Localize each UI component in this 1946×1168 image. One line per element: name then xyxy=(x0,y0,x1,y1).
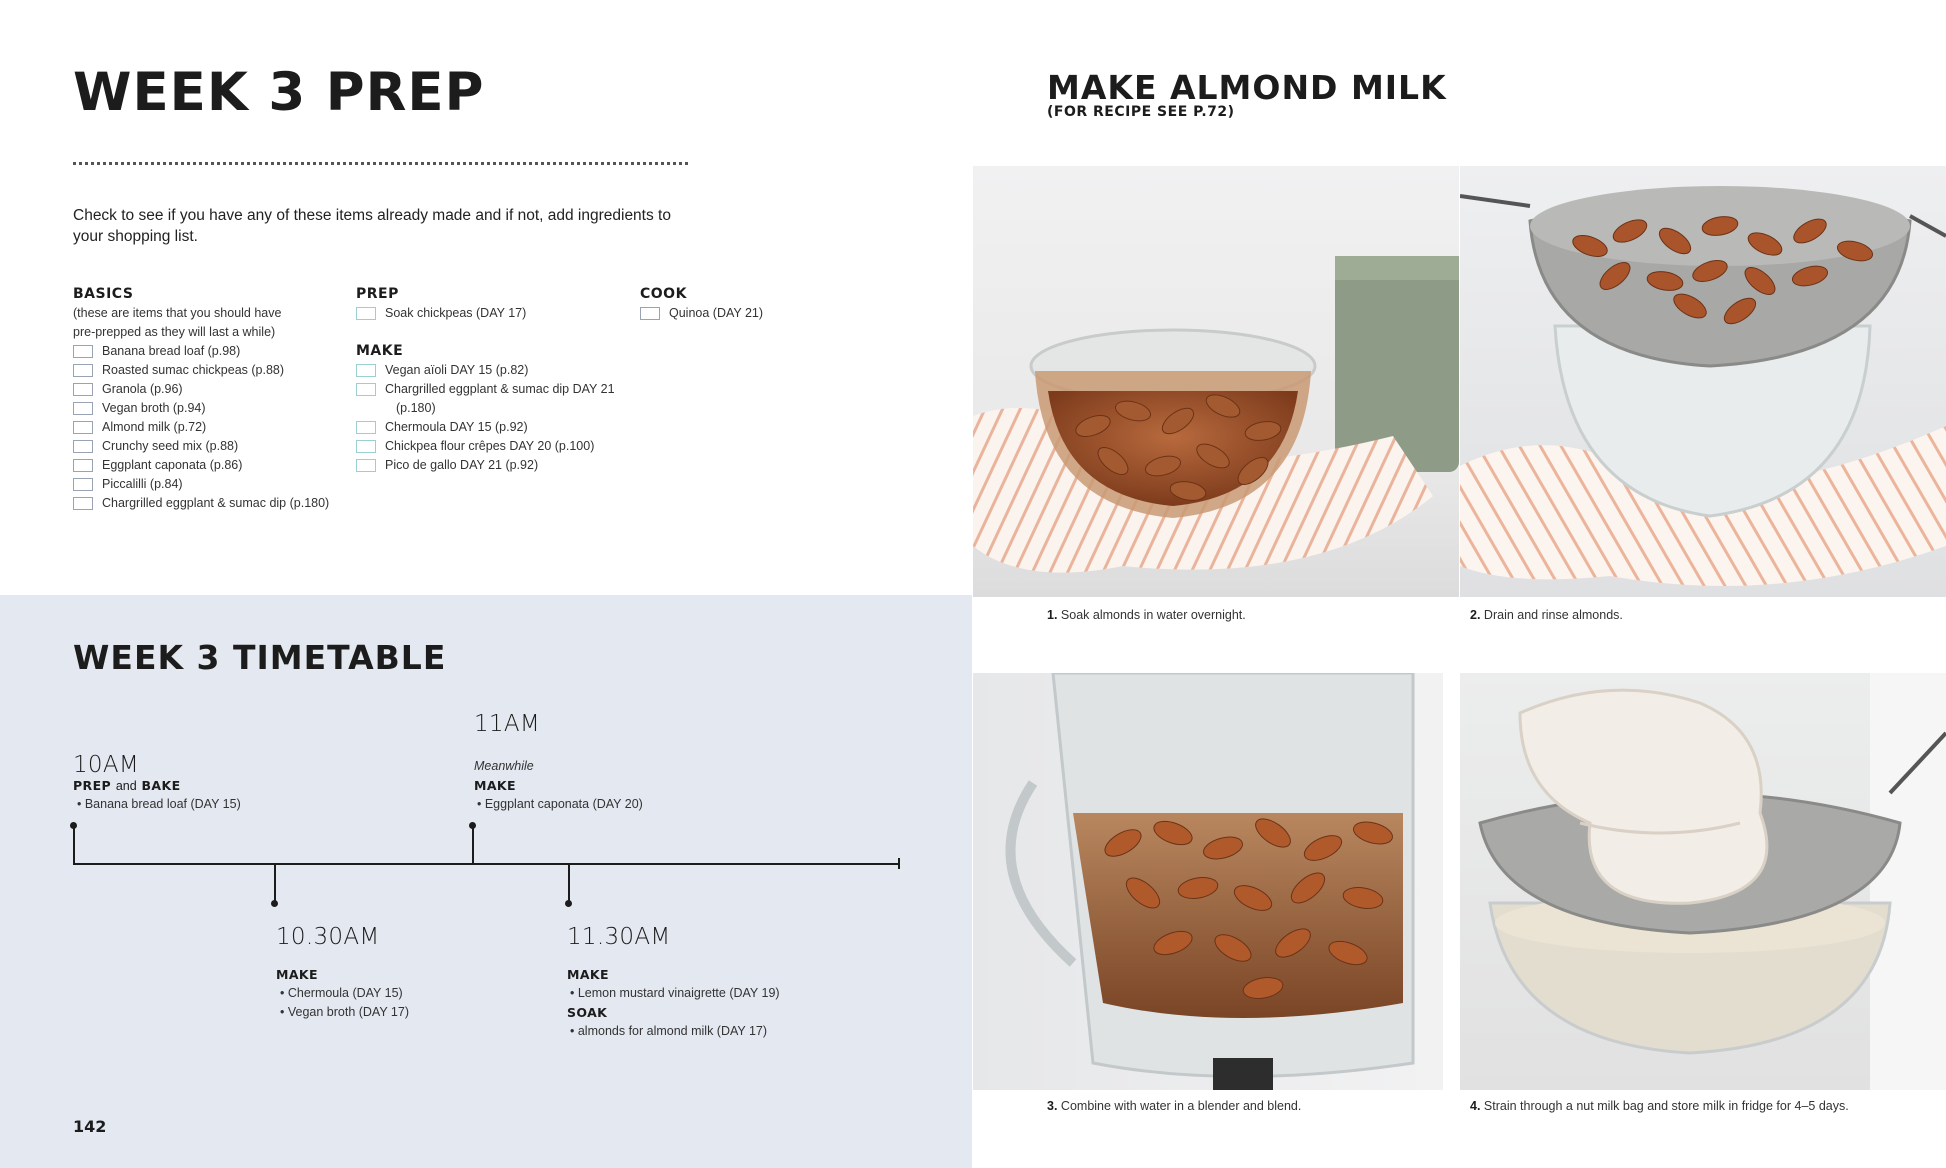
checklist-item[interactable]: Roasted sumac chickpeas (p.88) xyxy=(73,361,353,380)
checklist-item[interactable]: Pico de gallo DAY 21 (p.92) xyxy=(356,456,636,475)
step-caption: 3. Combine with water in a blender and blend. xyxy=(1047,1099,1302,1113)
timeline-tick xyxy=(73,826,75,864)
cook-column xyxy=(640,285,840,323)
checkbox[interactable] xyxy=(356,421,376,434)
checkbox[interactable] xyxy=(73,364,93,377)
timeline-tick xyxy=(472,826,474,864)
timeline-dot xyxy=(469,822,476,829)
basics-column xyxy=(73,285,353,513)
checklist-item[interactable]: Vegan broth (p.94) xyxy=(73,399,353,418)
prep-make-column xyxy=(356,285,636,475)
step-2-photo xyxy=(1460,166,1946,597)
timetable-label: SOAK xyxy=(567,1005,608,1020)
timetable-time: 11.30AM xyxy=(567,924,671,950)
step-caption: 4. Strain through a nut milk bag and store milk in fridge for 4–5 days. xyxy=(1470,1099,1849,1113)
basics-note: pre-prepped as they will last a while) xyxy=(73,325,276,339)
timetable-item: • Lemon mustard vinaigrette (DAY 19) xyxy=(570,986,780,1000)
timetable-time: 10.30AM xyxy=(276,924,380,950)
timetable-section xyxy=(0,595,972,1168)
timeline-tick xyxy=(568,863,570,903)
prep-title: WEEK 3 PREP xyxy=(73,62,485,123)
soaking-almonds-illustration xyxy=(973,166,1459,597)
checkbox[interactable] xyxy=(356,440,376,453)
timetable-item: • Banana bread loaf (DAY 15) xyxy=(77,797,241,811)
timetable-time: 10AM xyxy=(73,752,140,778)
checkbox[interactable] xyxy=(73,345,93,358)
checkbox[interactable] xyxy=(73,402,93,415)
checkbox[interactable] xyxy=(356,383,376,396)
checklist-item[interactable]: Banana bread loaf (p.98) xyxy=(73,342,353,361)
almond-milk-title: MAKE ALMOND MILK xyxy=(1047,68,1447,107)
timetable-item: • Chermoula (DAY 15) xyxy=(280,986,403,1000)
step-caption: 1. Soak almonds in water overnight. xyxy=(1047,608,1246,622)
step-4-photo xyxy=(1460,673,1946,1090)
checklist-item[interactable]: Soak chickpeas (DAY 17) xyxy=(356,304,636,323)
checklist-item-continuation: (p.180) xyxy=(396,401,436,415)
timetable-item: • Vegan broth (DAY 17) xyxy=(280,1005,409,1019)
checkbox[interactable] xyxy=(356,459,376,472)
checklist-item[interactable]: Almond milk (p.72) xyxy=(73,418,353,437)
timeline-axis xyxy=(73,863,900,865)
checkbox[interactable] xyxy=(73,383,93,396)
make-heading: MAKE xyxy=(356,343,404,359)
prep-intro: Check to see if you have any of these items already made and if not, add ingredients to your shopping list. xyxy=(73,207,671,245)
step-1-photo xyxy=(973,166,1459,597)
timeline-end-cap xyxy=(898,858,900,869)
dotted-divider xyxy=(73,162,688,165)
straining-milk-illustration xyxy=(1460,673,1946,1090)
checklist-item[interactable]: Granola (p.96) xyxy=(73,380,353,399)
checklist-item[interactable]: Vegan aïoli DAY 15 (p.82) xyxy=(356,361,636,380)
checkbox[interactable] xyxy=(356,364,376,377)
timetable-item: • Eggplant caponata (DAY 20) xyxy=(477,797,643,811)
timeline-dot xyxy=(70,822,77,829)
timetable-label: MAKE xyxy=(567,967,609,982)
checkbox[interactable] xyxy=(73,497,93,510)
checkbox[interactable] xyxy=(73,478,93,491)
cook-heading: COOK xyxy=(640,286,687,302)
draining-almonds-illustration xyxy=(1460,166,1946,597)
blender-almonds-illustration xyxy=(973,673,1443,1090)
timetable-meanwhile: Meanwhile xyxy=(474,759,534,773)
timetable-label: MAKE xyxy=(474,778,516,793)
checkbox[interactable] xyxy=(640,307,660,320)
timetable-label: MAKE xyxy=(276,967,318,982)
checklist-item[interactable]: Chargrilled eggplant & sumac dip (p.180) xyxy=(73,494,353,513)
checkbox[interactable] xyxy=(73,440,93,453)
timetable-title: WEEK 3 TIMETABLE xyxy=(73,638,447,677)
basics-heading: BASICS xyxy=(73,286,134,302)
checkbox[interactable] xyxy=(73,459,93,472)
timeline-dot xyxy=(271,900,278,907)
checkbox[interactable] xyxy=(356,307,376,320)
checklist-item[interactable]: Piccalilli (p.84) xyxy=(73,475,353,494)
basics-note: (these are items that you should have xyxy=(73,306,282,320)
checklist-item[interactable]: Crunchy seed mix (p.88) xyxy=(73,437,353,456)
prep-heading: PREP xyxy=(356,286,399,302)
almond-milk-subtitle: (FOR RECIPE SEE P.72) xyxy=(1047,104,1235,120)
page-number: 142 xyxy=(73,1117,107,1136)
timetable-item: • almonds for almond milk (DAY 17) xyxy=(570,1024,768,1038)
timeline-tick xyxy=(274,863,276,903)
timetable-label: PREP and BAKE xyxy=(73,778,181,793)
timeline-dot xyxy=(565,900,572,907)
step-caption: 2. Drain and rinse almonds. xyxy=(1470,608,1623,622)
checkbox[interactable] xyxy=(73,421,93,434)
checklist-item[interactable]: Chermoula DAY 15 (p.92) xyxy=(356,418,636,437)
checklist-item[interactable]: Quinoa (DAY 21) xyxy=(640,304,840,323)
checklist-item[interactable]: Chickpea flour crêpes DAY 20 (p.100) xyxy=(356,437,636,456)
checklist-item[interactable]: Chargrilled eggplant & sumac dip DAY 21 xyxy=(356,380,636,399)
step-3-photo xyxy=(973,673,1443,1090)
timetable-time: 11AM xyxy=(474,711,541,737)
checklist-item[interactable]: Eggplant caponata (p.86) xyxy=(73,456,353,475)
